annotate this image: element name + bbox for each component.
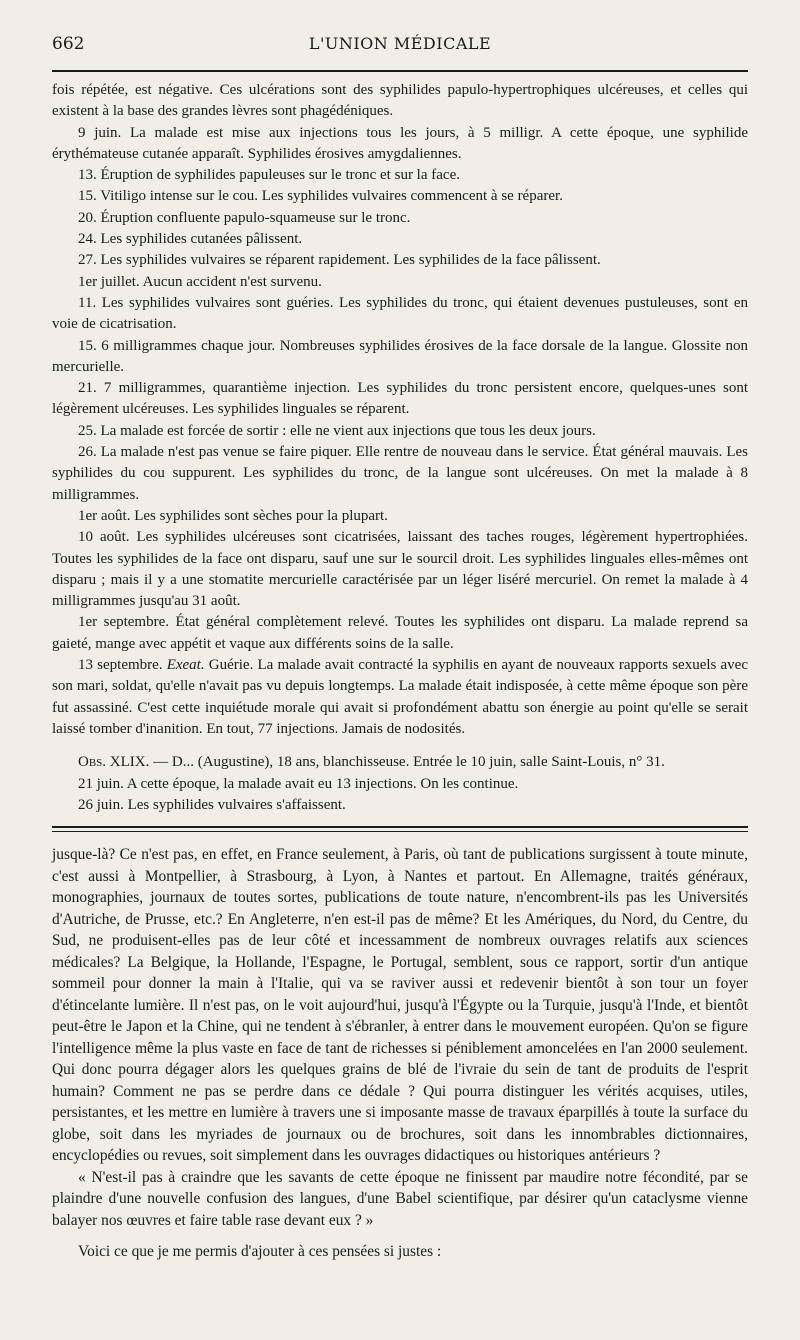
case-paragraph: 15. 6 milligrammes chaque jour. Nombreuses syphilides érosives de la face dorsale de la langue. Glossite non mercurielle. [52,337,748,375]
header-rule [52,70,748,72]
observation-text: — D... (Augustine), 18 ans, blanchisseuse. Entrée le 10 juin, salle Saint-Louis, n° 31. [153,754,665,771]
feuilleton-paragraph: Voici ce que je me permis d'ajouter à ces pensées si justes : [78,1243,442,1261]
case-paragraph: 13. Éruption de syphilides papuleuses sur le tronc et sur la face. [78,167,460,184]
case-paragraph: 25. La malade est forcée de sortir : elle ne vient aux injections que tous les deux jours. [78,422,596,439]
case-paragraph: 20. Éruption confluente papulo-squameuse sur le tronc. [78,209,411,226]
case-paragraph-exeat [52,655,748,740]
running-title: L'UNION MÉDICALE [308,34,492,53]
case-paragraph: 1er août. Les syphilides sont sèches pour la plupart. [78,507,388,524]
case-paragraph: 26 juin. Les syphilides vulvaires s'affaissent. [78,796,346,813]
case-paragraph: 1er juillet. Aucun accident n'est survenu. [78,273,322,290]
feuilleton-paragraph: jusque-là? Ce n'est pas, en effet, en France seulement, à Paris, où tant de publications surgissent à toute minute, c'est aussi à Montpellier, à Strasbourg, à Lyon, à Nantes et partout. En Allemagne, traités généraux, monographies, journaux de toutes sortes, publications de toute nature, n'encombrent-ils pas les Universités d'Autriche, de Prusse, etc.? En Angleterre, n'en est-il pas de même? Et les Amériques, du Nord, du Centre, du Sud, ne produisent-elles pas de leur côté et incessamment de nombreux ouvrages relatifs aux sciences médicales? La Belgique, la Hollande, l'Espagne, le Portugal, semblent, sous ce rapport, sortir d'un antique sommeil pour donner la main à l'Italie, qui va se raviver aussi et redevenir bientôt à son tour un foyer d'étincelante lumière. Il n'est pas, on le voit aujourd'hui, jusqu'à l'Égypte ou la Turquie, jusqu'à l'Inde, et bientôt peut-être le Japon et la Chine, qui ne tendent à s'ébranler, à entrer dans le mouvement européen. Qu'on se figure l'intelligence même la plus vaste en face de tant de richesses si péniblement amoncelées en l'an 2000 seulement. Qui donc pourra dégager alors les quelques grains de blé de l'ivraie du sein de tant de produits de l'esprit humain? Comment ne pas se perdre dans ce dédale ? Qui pourra distinguer les vérités acquises, utiles, persistantes, et les mettre en lumière à travers une si imposante masse de travaux éparpillés à toute la surface du globe, soit dans les myriades de journaux ou de brochures, soit dans les innombrables dictionnaires, encyclopédies ou revues, soit simplement dans les ouvrages didactiques ou historiques antérieurs ? [52,846,748,1165]
feuilleton-quote: « N'est-il pas à craindre que les savants de cette époque ne finissent par maudire notre fécondité, par se plaindre d'une nouvelle confusion des langues, d'une Babel scientifique, par désirer qu'un cataclysme vienne balayer nos œuvres et faire table rase devant eux ? » [52,1168,748,1229]
case-paragraph: 21 juin. A cette époque, la malade avait eu 13 injections. On les continue. [78,775,519,792]
date-text: 13 septembre. [78,657,163,674]
page-header [52,34,748,62]
case-paragraph: 1er septembre. État général complètement relevé. Toutes les syphilides ont disparu. La malade reprend sa gaieté, mange avec appétit et vaque aux différents soins de la salle. [52,614,748,652]
case-paragraph: 27. Les syphilides vulvaires se réparent rapidement. Les syphilides de la face pâlissent. [78,252,601,269]
feuilleton-text [52,844,748,1263]
section-divider [52,826,748,832]
case-paragraph: 15. Vitiligo intense sur le cou. Les syphilides vulvaires commencent à se réparer. [78,188,563,205]
case-paragraph: 11. Les syphilides vulvaires sont guéries. Les syphilides du tronc, qui étaient devenues pustuleuses, sont en voie de cicatrisation. [52,294,748,333]
observation-heading [52,752,748,773]
case-paragraph: 26. La malade n'est pas venue se faire piquer. Elle rentre de nouveau dans le service. État général mauvais. Les syphilides du cou suppurent. Les syphilides du tronc, de la langue sont ulcéreuses. On met la malade à 8 milligrammes. [52,444,748,503]
case-text: Guérie. La malade avait contracté la syphilis en ayant de nouveaux rapports sexuels avec son mari, soldat, qu'elle n'avait pas vu depuis longtemps. La malade était indisposée, à cette même époque son père fut assassiné. C'est cette inquiétude morale qui avait si profondément abattu son énergie au point qu'elle se serait laissé tomber d'inanition. En tout, 77 injections. Jamais de nodosités. [52,657,748,737]
exeat-text: Exeat. [166,657,205,674]
case-paragraph: 21. 7 milligrammes, quarantième injection. Les syphilides du tronc persistent encore, quelques-unes sont légèrement ulcéreuses. Les syphilides linguales se réparent. [52,380,748,418]
observation-label: Obs. XLIX. [78,754,150,771]
case-paragraph: fois répétée, est négative. Ces ulcérations sont des syphilides papulo-hypertrophiques ulcéreuses, et celles qui existent à la base des grandes lèvres sont phagédéniques. [52,82,748,120]
case-paragraph: 10 août. Les syphilides ulcéreuses sont cicatrisées, laissant des taches rouges, légèrement hypertrophiées. Toutes les syphilides de la face ont disparu, sauf une sur le sourcil droit. Les syphilides linguales elles-mêmes ont disparu ; mais il y a une stomatite mercurielle caractérisée par un léger liséré mercuriel. On remet la malade à 4 milligrammes jusqu'au 31 août. [52,529,748,610]
case-paragraph: 9 juin. La malade est mise aux injections tous les jours, à 5 milligr. A cette époque, une syphilide érythémateuse cutanée apparaît. Syphilides érosives amygdaliennes. [52,124,748,162]
case-paragraph: 24. Les syphilides cutanées pâlissent. [78,231,303,248]
case-notes [52,80,748,816]
page-number: 662 [52,34,85,54]
